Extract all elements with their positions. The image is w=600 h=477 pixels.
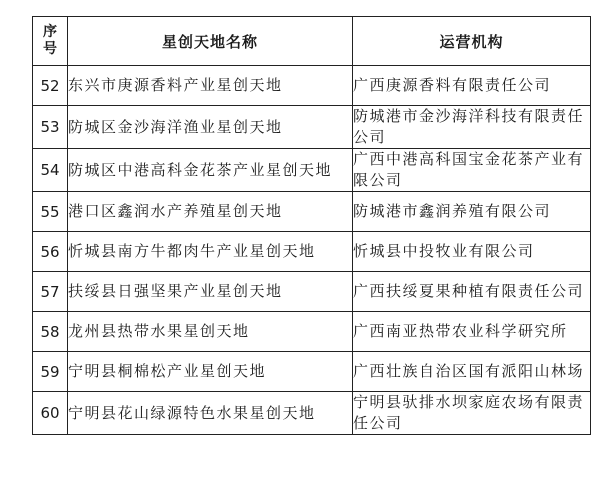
row-base-name: 防城区金沙海洋渔业星创天地 (68, 106, 353, 149)
row-operator: 广西庚源香料有限责任公司 (353, 66, 591, 106)
row-base-name: 宁明县花山绿源特色水果星创天地 (68, 392, 353, 435)
header-serial-line-2: 号 (43, 41, 57, 57)
table-row (33, 66, 591, 106)
header-serial-line-1: 序 (43, 24, 57, 40)
row-operator: 防城港市金沙海洋科技有限责任公司 (353, 106, 591, 149)
row-number: 59 (33, 352, 68, 392)
row-operator: 宁明县驮排水坝家庭农场有限责任公司 (353, 392, 591, 435)
row-operator: 广西壮族自治区国有派阳山林场 (353, 352, 591, 392)
row-number: 53 (33, 106, 68, 149)
row-operator: 广西中港高科国宝金花茶产业有限公司 (353, 149, 591, 192)
row-base-name: 龙州县热带水果星创天地 (68, 312, 353, 352)
row-operator: 广西扶绥夏果种植有限责任公司 (353, 272, 591, 312)
row-operator: 防城港市鑫润养殖有限公司 (353, 192, 591, 232)
table-row (33, 312, 591, 352)
row-operator: 广西南亚热带农业科学研究所 (353, 312, 591, 352)
row-number: 55 (33, 192, 68, 232)
table-row (33, 192, 591, 232)
row-base-name: 忻城县南方牛都肉牛产业星创天地 (68, 232, 353, 272)
table-row (33, 106, 591, 149)
table-row (33, 272, 591, 312)
table-body (33, 66, 591, 435)
header-operator: 运营机构 (353, 17, 591, 66)
row-base-name: 东兴市庚源香料产业星创天地 (68, 66, 353, 106)
table-row (33, 232, 591, 272)
row-base-name: 宁明县桐棉松产业星创天地 (68, 352, 353, 392)
row-number: 58 (33, 312, 68, 352)
row-number: 60 (33, 392, 68, 435)
row-base-name: 扶绥县日强坚果产业星创天地 (68, 272, 353, 312)
row-number: 56 (33, 232, 68, 272)
row-base-name: 港口区鑫润水产养殖星创天地 (68, 192, 353, 232)
row-base-name: 防城区中港高科金花茶产业星创天地 (68, 149, 353, 192)
table-row (33, 352, 591, 392)
row-number: 54 (33, 149, 68, 192)
base-list-table (32, 16, 591, 435)
row-number: 52 (33, 66, 68, 106)
table-header-row (33, 17, 591, 66)
header-base-name: 星创天地名称 (68, 17, 353, 66)
header-serial-number (33, 17, 68, 66)
row-number: 57 (33, 272, 68, 312)
table-row (33, 149, 591, 192)
row-operator: 忻城县中投牧业有限公司 (353, 232, 591, 272)
table-row (33, 392, 591, 435)
